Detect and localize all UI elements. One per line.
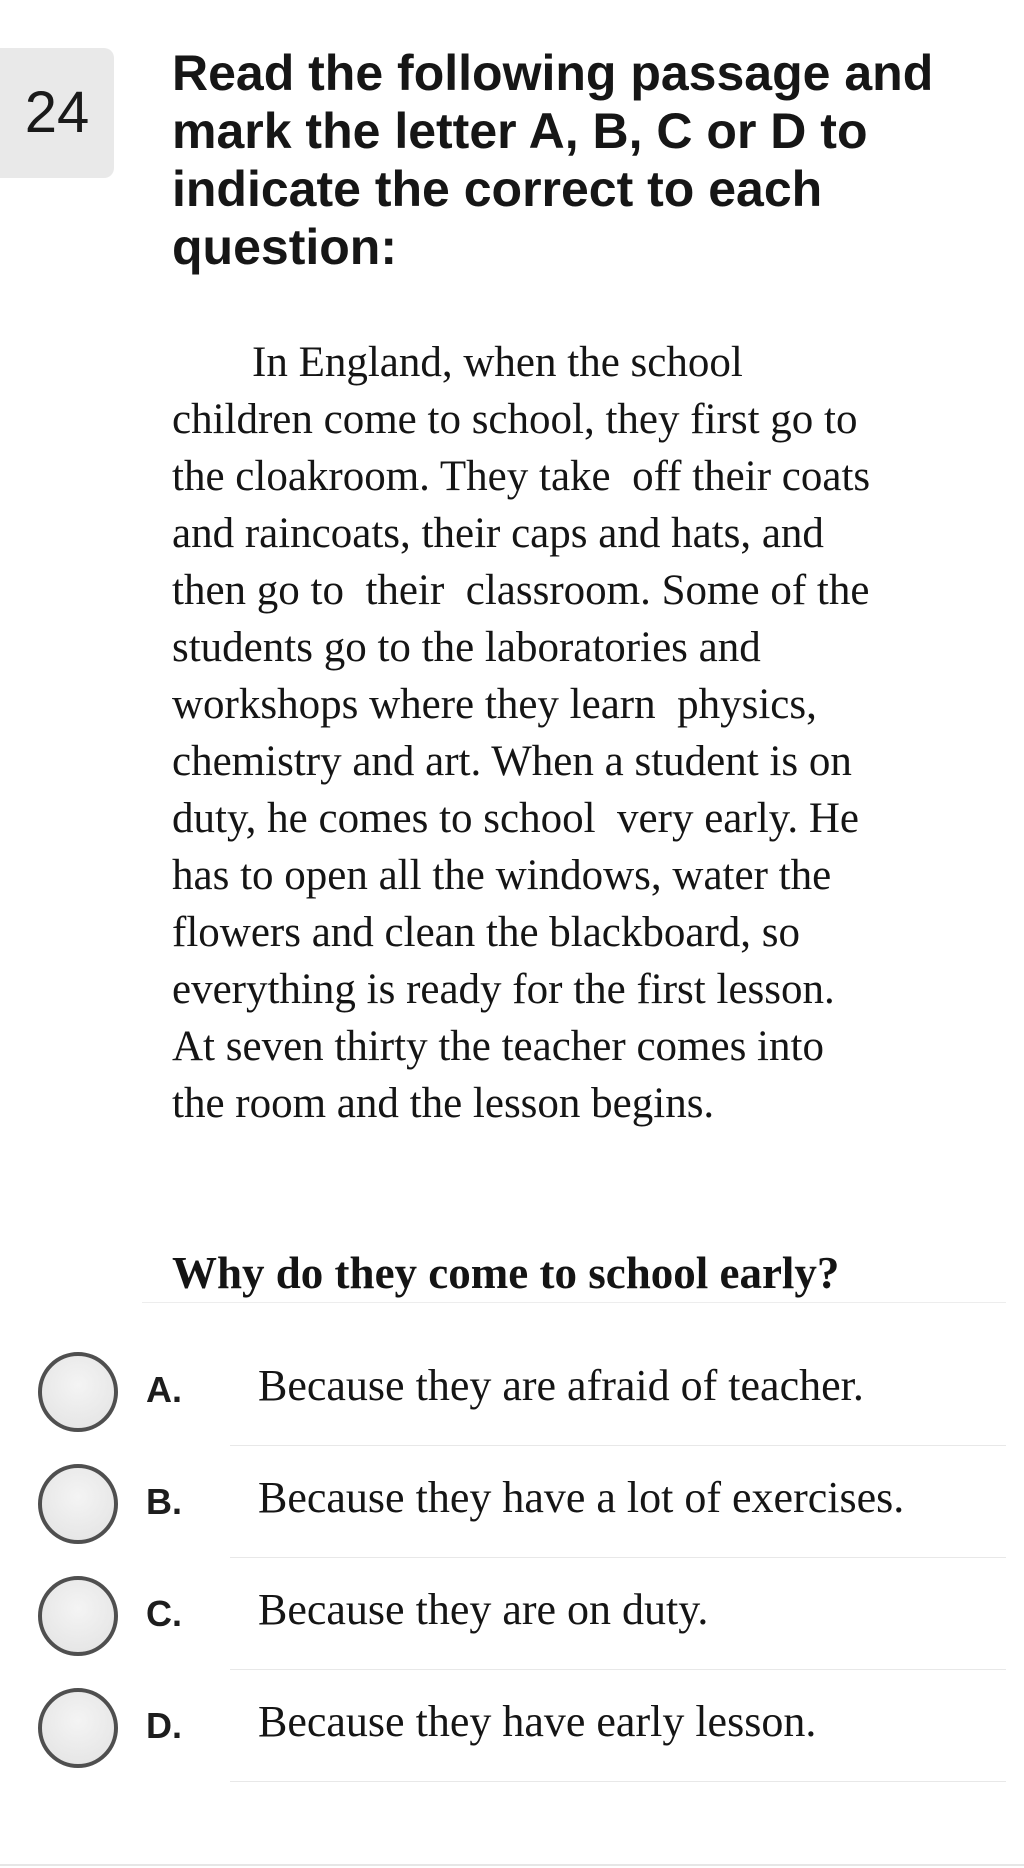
- radio-button-c[interactable]: [38, 1576, 118, 1656]
- passage-line: chemistry and art. When a student is on: [172, 738, 852, 785]
- option-c[interactable]: [0, 1558, 1024, 1670]
- option-text: Because they have a lot of exercises.: [258, 1473, 905, 1522]
- option-text: Because they have early lesson.: [258, 1697, 817, 1746]
- passage-line: children come to school, they first go to: [172, 396, 858, 443]
- passage-line: duty, he comes to school very early. He: [172, 795, 859, 842]
- option-a[interactable]: [0, 1334, 1024, 1446]
- passage-line: In England, when the school: [252, 339, 743, 386]
- passage-line: everything is ready for the first lesson.: [172, 966, 835, 1013]
- passage-line: the cloakroom. They take off their coats: [172, 453, 871, 500]
- question-row: [142, 1246, 1006, 1303]
- passage-line: workshops where they learn physics,: [172, 681, 817, 728]
- passage-line: At seven thirty the teacher comes into: [172, 1023, 824, 1070]
- page-bottom-divider: [0, 1864, 1024, 1866]
- option-divider: [230, 1781, 1006, 1782]
- option-letter: C.: [146, 1593, 182, 1634]
- option-letter: D.: [146, 1705, 182, 1746]
- radio-button-d[interactable]: [38, 1688, 118, 1768]
- radio-button-b[interactable]: [38, 1464, 118, 1544]
- passage-line: students go to the laboratories and: [172, 624, 761, 671]
- question-text: Why do they come to school early?: [172, 1248, 840, 1298]
- option-d[interactable]: [0, 1670, 1024, 1782]
- passage-line: flowers and clean the blackboard, so: [172, 909, 801, 956]
- question-instruction: Read the following passage and mark the letter A, B, C or D to indicate the correct to each question:: [172, 45, 934, 275]
- option-text: Because they are afraid of teacher.: [258, 1361, 864, 1410]
- passage-line: then go to their classroom. Some of the: [172, 567, 870, 614]
- option-letter: A.: [146, 1369, 182, 1410]
- passage-line: and raincoats, their caps and hats, and: [172, 510, 824, 557]
- question-number-badge: 24: [0, 48, 114, 178]
- option-text: Because they are on duty.: [258, 1585, 709, 1634]
- option-b[interactable]: [0, 1446, 1024, 1558]
- passage-line: has to open all the windows, water the: [172, 852, 832, 899]
- option-letter: B.: [146, 1481, 182, 1522]
- reading-passage: [172, 334, 972, 1132]
- passage-line: the room and the lesson begins.: [172, 1080, 715, 1127]
- radio-button-a[interactable]: [38, 1352, 118, 1432]
